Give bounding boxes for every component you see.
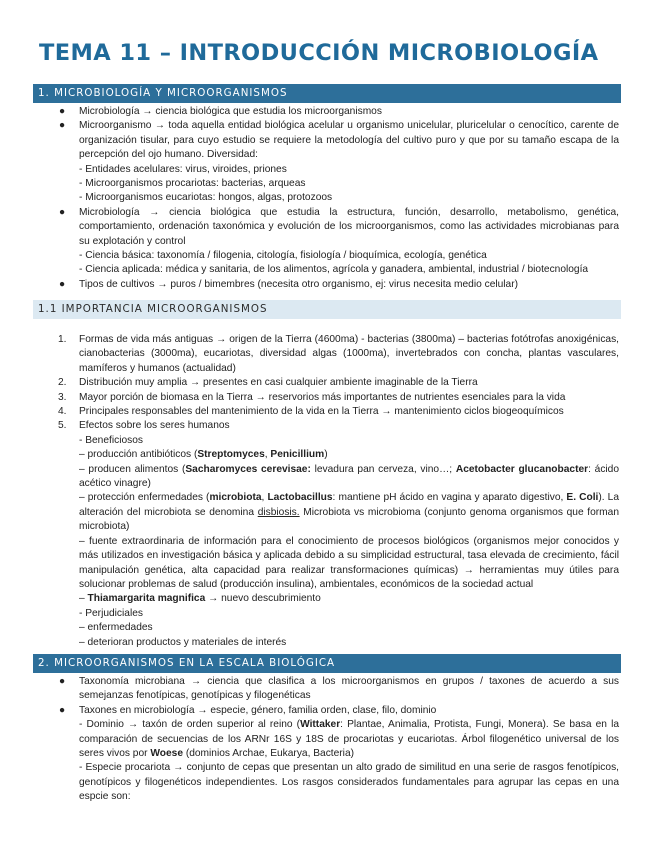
bullet-icon: ●: [59, 120, 66, 132]
list-item: 4. Principales responsables del mantenimiento de la vida en la Tierra → mantenimiento ciclos biogeoquímicos: [58, 406, 564, 418]
bullet-text: Microorganismo → toda aquella entidad biológica acelular u organismo unicelular, pluricelular o cenocítico, carente de organización tisular, para cuyo estudio se requiere la metodología del cultivo puro y que por su tamaño escapa de la percepción del ojo humano. Diversidad:: [79, 120, 619, 161]
list-item: [0, 119, 655, 162]
sub-item: – deterioran productos y materiales de interés: [79, 636, 287, 648]
sub-item: - Ciencia básica: taxonomía / filogenia, citología, fisiología / bioquímica, ecología, genética: [79, 250, 487, 262]
section-heading-1-1: 1.1 IMPORTANCIA MICROORGANISMOS: [33, 300, 621, 319]
sub-item: – protección enfermedades (microbiota, Lactobacillus: mantiene pH ácido en vagina y aparato digestivo, E. Coli). La alteración del microbiota se denomina disbiosis. Microbiota vs microbioma (conjunto genoma organismos que forman microbiota): [79, 492, 620, 533]
list-item: 2. Distribución muy amplia → presentes en casi cualquier ambiente imaginable de la Tierra: [58, 377, 478, 389]
sub-item: - Microorganismos eucariotas: hongos, algas, protozoos: [79, 192, 333, 204]
sub-item: - Entidades acelulares: virus, viroides, priones: [79, 163, 287, 175]
section-1-body: [0, 105, 655, 292]
list-item: 3. Mayor porción de biomasa en la Tierra → reservorios más importantes de nutrientes esenciales para la vida: [58, 391, 566, 403]
bullet-text: Taxones en microbiología → especie, género, familia orden, clase, filo, dominio: [79, 704, 437, 716]
item-text: Mayor porción de biomasa en la Tierra → reservorios más importantes de nutrientes esenciales para la vida: [79, 391, 566, 403]
section-2-body: [0, 675, 655, 805]
sub-item: – Thiamargarita magnifica → nuevo descubrimiento: [79, 593, 321, 605]
bullet-icon: ●: [59, 278, 66, 290]
list-item: 5. Efectos sobre los seres humanos: [58, 420, 230, 432]
bullet-icon: ●: [59, 206, 66, 218]
item-text: Efectos sobre los seres humanos: [79, 420, 230, 432]
bullet-icon: ●: [59, 676, 66, 687]
bullet-text: Microbiología → ciencia biológica que estudia la estructura, función, desarrollo, metabolismo, genética, comportamiento, ordenación taxonómica y evolución de los microorganismos, como las actividades microbianas para su explotación y control: [79, 206, 619, 247]
page-title: TEMA 11 – INTRODUCCIÓN MICROBIOLOGÍA: [39, 40, 599, 66]
bullet-icon: ●: [59, 106, 66, 117]
sub-item: - Especie procariota → conjunto de cepas que presentan un alto grado de similitud en una serie de rasgos fenotípicos, genotípicos y filogenéticos independientes. Los rasgos considerados fundamentales para agrupar las cepas en una espcie son:: [79, 762, 619, 803]
section-heading-1: 1. MICROBIOLOGÍA Y MICROORGANISMOS: [33, 84, 621, 103]
list-item: [0, 278, 655, 292]
item-text: Principales responsables del mantenimiento de la vida en la Tierra → mantenimiento ciclos biogeoquímicos: [79, 406, 564, 418]
bullet-text: Tipos de cultivos → puros / bimembres (necesita otro organismo, ej: virus necesita medio celular): [79, 278, 518, 290]
section-1-1-body: [0, 333, 655, 650]
bullet-icon: ●: [59, 704, 66, 716]
list-item: [0, 675, 655, 704]
item-text: Formas de vida más antiguas → origen de la Tierra (4600ma) - bacterias (3800ma) – bacterias fotótrofas anoxigénicas, cianobacterias (3000ma), eucariotas, diversidad algas (1000ma), invertebrados con concha, plantas vasculares, mamíferos y humanos (actualidad): [79, 334, 619, 374]
sub-item: - Beneficiosos: [79, 434, 143, 446]
bullet-text: Taxonomía microbiana → ciencia que clasifica a los microorganismos en grupos / taxones de acuerdo a sus semejanzas fenotípicas, genotípicas y filogenéticas: [79, 676, 619, 702]
sub-item: - Microorganismos procariotas: bacterias, arqueas: [79, 178, 306, 190]
list-item: 1. Formas de vida más antiguas → origen de la Tierra (4600ma) - bacterias (3800ma) – bacterias fotótrofas anoxigénicas, cianobacterias (3000ma), eucariotas, diversidad algas (1000ma), invertebrados con concha, plantas vasculares, mamíferos y humanos (actualidad): [58, 334, 619, 374]
list-item: [0, 704, 655, 718]
bullet-text: Microbiología → ciencia biológica que estudia los microorganismos: [79, 106, 382, 117]
sub-item: – fuente extraordinaria de información para el conocimiento de procesos biológicos (organismos mejor conocidos y más utilizados en investigación básica y aplicada debido a su simplicidad estructural, tasa elevada de crecimiento, fácil manipulación genética, alta capacidad para realizar transformaciones químicas) → herramientas muy útiles para solucionar problemas de salud (producción insulina), ambientales, económicos de la sociedad actual: [79, 535, 619, 590]
section-heading-2: 2. MICROORGANISMOS EN LA ESCALA BIOLÓGICA: [33, 654, 621, 673]
sub-item: – enfermedades: [79, 622, 153, 634]
sub-item: - Dominio → taxón de orden superior al reino (Wittaker: Plantae, Animalia, Protista, Fungi, Monera). Se basa en la comparación de secuencias de los ARNr 16S y 18S de procariotas y eucariotas. Árbol filogenético universal de los seres vivos por Woese (dominios Archae, Eukarya, Bacteria): [79, 719, 619, 760]
sub-item: – producen alimentos (Sacharomyces cerevisae: levadura pan cerveza, vino…; Acetobacter glucanobacter: ácido acético vinagre): [79, 463, 620, 490]
sub-item: – producción antibióticos (Streptomyces, Penicillium): [79, 449, 328, 461]
sub-item: - Ciencia aplicada: médica y sanitaria, de los alimentos, agrícola y ganadera, ambiental, industrial / biotecnología: [79, 264, 589, 276]
sub-item: - Perjudiciales: [79, 607, 143, 619]
list-item: [0, 105, 655, 119]
list-item: [0, 206, 655, 249]
item-text: Distribución muy amplia → presentes en casi cualquier ambiente imaginable de la Tierra: [79, 377, 478, 389]
